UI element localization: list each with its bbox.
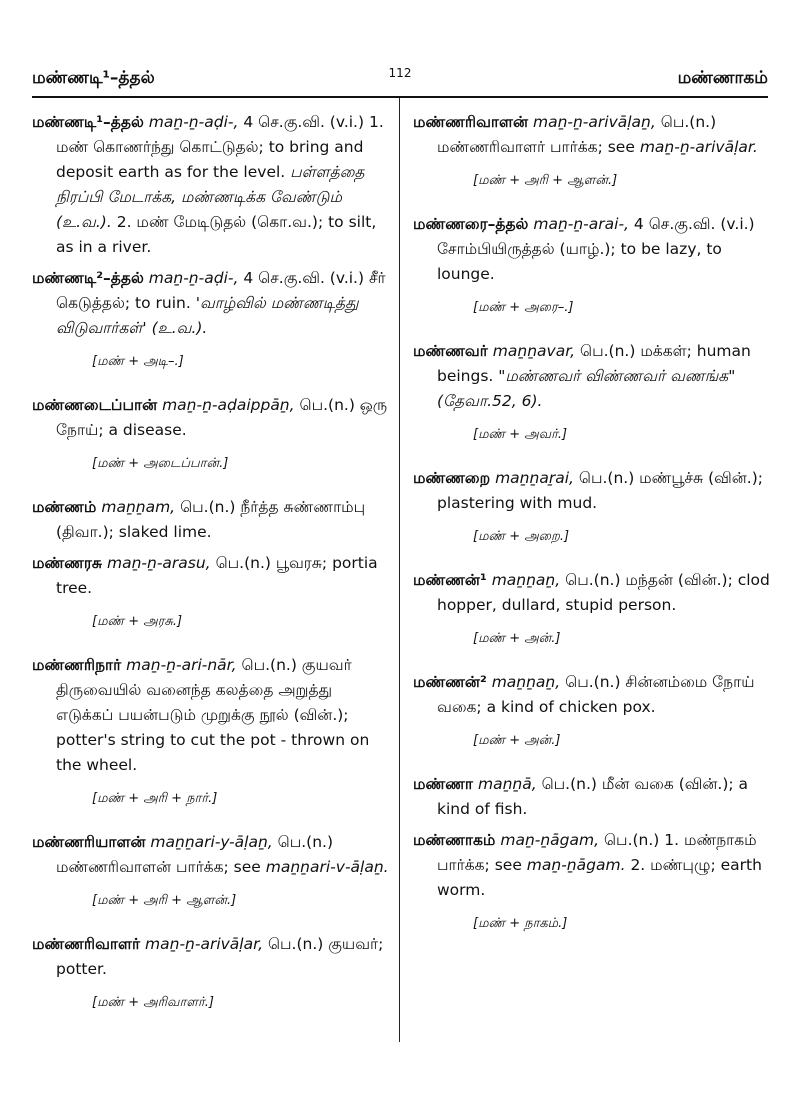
entry-headword: மண்ணடி²–த்தல் [32,269,144,287]
dictionary-entry [413,339,771,414]
entry-definition: பெ.(n.) மண்ணரிவாளர் பார்க்க; see [437,113,717,156]
entry-headword: மண்ணரசு [32,554,103,572]
entry-etymology: [மண் + அரை–.] [473,300,574,315]
entry-transliteration: maṉ-ṉ-aḍi-, [148,269,239,287]
entry-headword: மண்ணறை [413,469,491,487]
entry-definition: பெ.(n.) குயவர் திருவையில் வனைந்த கலத்தை அறுத்து எடுக்கப் பயன்படும் முறுக்கு நூல் (வின்.); potter's string to cut the pot - thrown on the wheel. [56,656,370,774]
entry-definition: 4 செ.கு.வி. (v.i.) சோம்பியிருத்தல் (யாழ்.); to be lazy, to lounge. [437,215,755,283]
entry-etymology: [மண் + அரசு.] [92,614,183,629]
entry-etymology: [மண் + அரி + ஆளன்.] [473,173,618,188]
entry-headword: மண்ணரிவாளர் [32,935,141,953]
entry-transliteration: maṉ-ṉ-arasu, [106,554,211,572]
entry-transliteration: maṉṉari-y-āḷaṉ, [150,833,273,851]
column-divider [399,98,400,1042]
entry-headword: மண்ணடி¹–த்தல் [32,113,144,131]
entry-etymology: [மண் + அரி + நார்.] [92,791,218,806]
entry-definition: பெ.(n.) நீர்த்த சுண்ணாம்பு (திவா.); slaked lime. [56,498,366,541]
entry-headword: மண்ணாகம் [413,831,496,849]
dictionary-entry [32,110,390,260]
right-column [413,110,771,955]
entry-etymology: [மண் + அன்.] [473,733,561,748]
entry-example: maṉṉari-v-āḷaṉ. [265,858,389,876]
entry-transliteration: maṉ-ṉ-arai-, [533,215,629,233]
dictionary-entry [32,830,390,880]
entry-headword: மண்ணடைப்பான் [32,396,158,414]
entry-example: 'வாழ்வில் மண்ணடித்து விடுவார்கள்' (உ.வ.). [56,294,359,337]
dictionary-entry [413,772,771,822]
entry-headword: மண்ணரிவாளன் [413,113,529,131]
entry-example: maṉ-ṉāgam. [526,856,626,874]
entry-etymology: [மண் + நாகம்.] [473,916,568,931]
dictionary-entry [32,495,390,545]
entry-example: maṉ-ṉ-arivāḷar. [639,138,758,156]
entry-definition: பெ.(n.) மண்ணரிவாளன் பார்க்க; see [56,833,334,876]
entry-definition: பெ.(n.) மண்பூச்சு (வின்.); plastering with mud. [437,469,764,512]
entry-transliteration: maṉṉam, [101,498,176,516]
entry-definition: பெ.(n.) மீன் வகை (வின்.); a kind of fish. [437,775,749,818]
header-rule [32,96,768,98]
entry-definition: பெ.(n.) 1. மண்நாகம் பார்க்க; see [437,831,757,874]
entry-headword: மண்ணன்² [413,673,487,691]
entry-definition-continued: 2. மண் மேடிடுதல் (கொ.வ.); to silt, as in a river. [56,213,377,256]
entry-transliteration: maṉ-ṉ-arivāḷaṉ, [532,113,656,131]
entry-example: "மண்ணவர் விண்ணவர் வணங்க" (தேவா.52, 6). [437,367,736,410]
dictionary-entry [413,212,771,287]
entry-etymology: [மண் + அவர்.] [473,427,568,442]
entry-headword: மண்ணரியாளன் [32,833,146,851]
entry-definition: பெ.(n.) ஒரு நோய்; a disease. [56,396,388,439]
entry-etymology: [மண் + அடி–.] [92,354,184,369]
dictionary-entry [413,828,771,903]
dictionary-entry [32,266,390,341]
entry-transliteration: maṉ-ṉāgam, [500,831,600,849]
entry-transliteration: maṉṉaṟai, [495,469,574,487]
entry-definition-continued: 2. மண்புழு; earth worm. [437,856,762,899]
dictionary-entry [32,393,390,443]
entry-headword: மண்ணவர் [413,342,488,360]
entry-definition: பெ.(n.) மக்கள்; human beings. [437,342,751,385]
page-number: 112 [388,66,412,80]
entry-definition: பெ.(n.) சின்னம்மை நோய் வகை; a kind of chicken pox. [437,673,755,716]
entry-transliteration: maṉ-ṉ-aḍaippāṉ, [162,396,295,414]
entry-transliteration: maṉ-ṉ-arivāḷar, [145,935,263,953]
entry-etymology: [மண் + அறை.] [473,529,570,544]
entry-definition: 4 செ.கு.வி. (v.i.) 1. மண் கொணர்ந்து கொட்டுதல்; to bring and deposit earth as for the level. [56,113,384,181]
entry-definition: 4 செ.கு.வி. (v.i.) சீர் கெடுத்தல்; to ruin. [56,269,386,312]
entry-transliteration: maṉṉā, [477,775,537,793]
header-left-guideword: மண்ணடி¹–த்தல் [32,68,155,88]
entry-headword: மண்ணன்¹ [413,571,487,589]
entry-headword: மண்ணம் [32,498,97,516]
dictionary-entry [413,670,771,720]
entry-etymology: [மண் + அடைப்பான்.] [92,456,229,471]
dictionary-entry [413,466,771,516]
dictionary-entry [413,568,771,618]
entry-transliteration: maṉ-ṉ-aḍi-, [148,113,239,131]
entry-example: பள்ளத்தை நிரப்பி மேடாக்க, மண்ணடிக்க வேண்டும் (உ.வ.). [56,163,365,231]
dictionary-entry [413,110,771,160]
header-right-guideword: மண்ணாகம் [677,68,768,88]
entry-transliteration: maṉ-ṉ-ari-nār, [126,656,237,674]
entry-etymology: [மண் + அரி + ஆளன்.] [92,893,237,908]
entry-etymology: [மண் + அன்.] [473,631,561,646]
entry-etymology: [மண் + அரிவாளர்.] [92,995,214,1010]
page-header [32,66,768,96]
entry-transliteration: maṉṉaṉ, [491,571,561,589]
entry-headword: மண்ணா [413,775,474,793]
entry-definition: பெ.(n.) குயவர்; potter. [56,935,384,978]
entry-transliteration: maṉṉaṉ, [491,673,561,691]
dictionary-entry [32,653,390,778]
entry-transliteration: maṉṉavar, [492,342,576,360]
dictionary-entry [32,551,390,601]
entry-definition: பெ.(n.) பூவரசு; portia tree. [56,554,378,597]
dictionary-entry [32,932,390,982]
left-column [32,110,390,1034]
entry-headword: மண்ணரை–த்தல் [413,215,529,233]
entry-definition: பெ.(n.) மந்தன் (வின்.); clod hopper, dullard, stupid person. [437,571,770,614]
entry-headword: மண்ணரிநார் [32,656,122,674]
